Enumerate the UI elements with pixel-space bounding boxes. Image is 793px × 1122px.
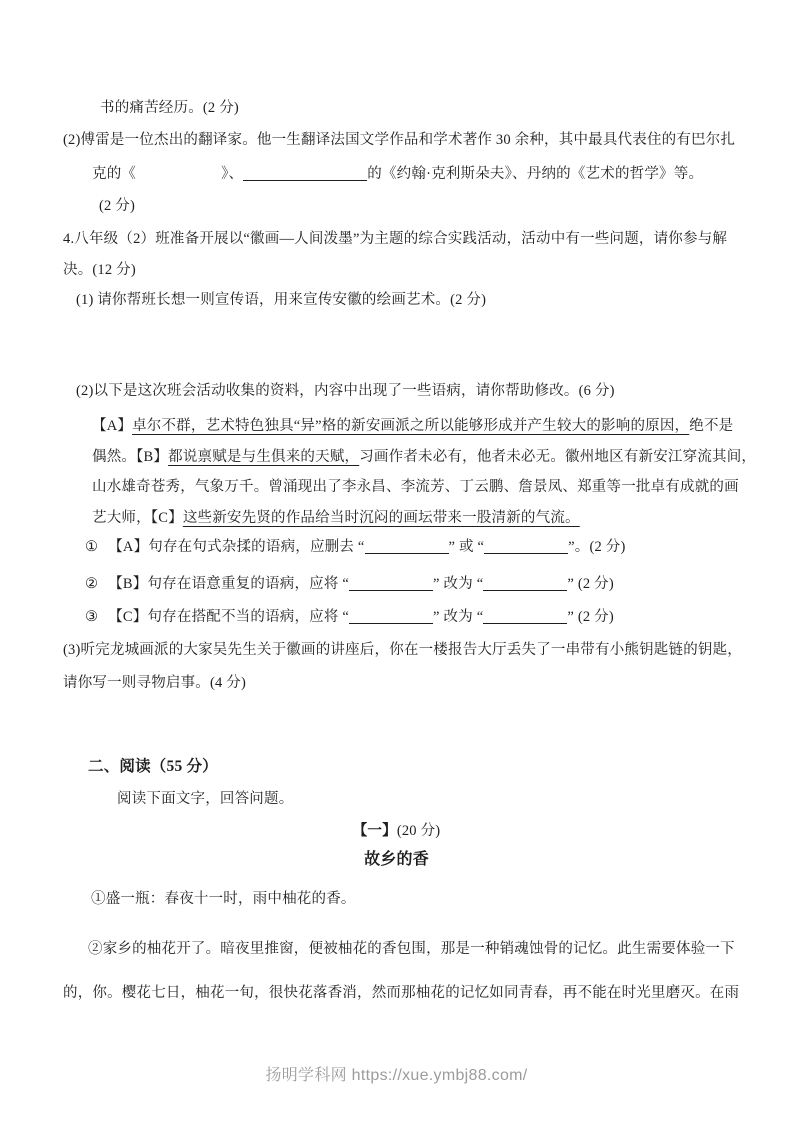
answer-blank <box>349 577 433 591</box>
text-run: ”。(2 分) <box>568 539 626 555</box>
text-run: 习画作者未必有，他者未必无。徽州地区有新安江穿流其间， <box>359 449 757 465</box>
text-run: ” 改为 “ <box>433 609 484 625</box>
text-run: ” 或 “ <box>448 539 485 555</box>
essay-paragraph-1: ①盛一瓶：春夜十一时，雨中柚花的香。 <box>91 891 356 907</box>
item-number: ② <box>85 576 99 592</box>
q4-sub3-line2: 请你写一则寻物启事。(4 分) <box>63 675 247 691</box>
fix-item-3 <box>85 607 614 627</box>
site-watermark: 扬明学科网 https://xue.ymbj88.com/ <box>265 1067 528 1084</box>
text-run: 偶然。【B】 <box>92 449 169 465</box>
q3-2-line1: (2)傅雷是一位杰出的翻译家。他一生翻译法国文学作品和学术著作 30 余种，其中最具代表住的有巴尔扎 <box>63 132 736 148</box>
q3-tail-line: 书的痛苦经历。(2 分) <box>100 100 239 116</box>
answer-blank <box>243 167 367 181</box>
q4-line1: 4.八年级（2）班准备开展以“徽画—人间泼墨”为主题的综合实践活动，活动中有一些问题，请你参与解 <box>63 231 728 247</box>
section-heading: 二、阅读（55 分） <box>88 758 218 775</box>
text-run: 克的《 <box>92 166 137 182</box>
item-number: ③ <box>85 609 99 625</box>
tag-a: 【A】 <box>92 418 133 434</box>
passage-line3: 山水雄奇苍秀，气象万千。曾涌现出了李永昌、李流芳、丁云鹏、詹景凤、郑重等一批卓有成就的画 <box>92 479 739 495</box>
text-run: ” 改为 “ <box>433 576 484 592</box>
underlined-sentence-c: 这些新安先贤的作品给当时沉闷的画坛带来一股清新的气流。 <box>182 510 580 526</box>
q3-2-line2 <box>92 164 703 184</box>
passage-line1 <box>92 416 733 436</box>
text-run: 绝不是 <box>689 418 734 434</box>
text-run: 【C】句存在搭配不当的语病，应将 “ <box>108 609 350 625</box>
q3-2-score: (2 分) <box>99 198 136 214</box>
text-run: 》、 <box>221 166 244 182</box>
text-run: 的《约翰·克利斯朵夫》、丹纳的《艺术的哲学》等。 <box>367 166 704 182</box>
answer-blank <box>365 540 449 554</box>
fix-item-2 <box>85 574 614 594</box>
underlined-sentence-a: 卓尔不群，艺术特色独具“异”格的新安画派之所以能够形成并产生较大的影响的原因， <box>132 418 690 434</box>
text-run: 【A】句存在句式杂揉的语病，应删去 “ <box>108 539 365 555</box>
text-run: 艺大师，【C】 <box>92 510 183 526</box>
essay-paragraph-2-line2: 的，你。樱花七日，柚花一旬，很快花落香消，然而那柚花的记忆如同青春，再不能在时光里磨灭。在雨 <box>63 985 740 1001</box>
q4-line2: 决。(12 分) <box>63 262 136 278</box>
part-tag: 【一】 <box>352 823 397 839</box>
passage-line4 <box>92 508 580 528</box>
q4-sub3-line1: (3)听完龙城画派的大家吴先生关于徽画的讲座后，你在一楼报告大厅丢失了一串带有小熊钥匙链的钥匙， <box>63 642 743 658</box>
part-score: (20 分) <box>396 823 441 839</box>
underlined-sentence-b: 都说禀赋是与生俱来的天赋， <box>168 449 360 465</box>
item-number: ① <box>85 539 99 555</box>
answer-blank <box>349 610 433 624</box>
fix-item-1 <box>85 537 626 557</box>
reading-intro: 阅读下面文字，回答问题。 <box>117 791 294 807</box>
text-run: ” (2 分) <box>567 609 614 625</box>
answer-blank <box>483 577 567 591</box>
reading-part-label <box>0 821 793 841</box>
q4-sub2: (2)以下是这次班会活动收集的资料，内容中出现了一些语病，请你帮助修改。(6 分) <box>76 383 615 399</box>
essay-paragraph-2-line1: ②家乡的柚花开了。暗夜里推窗，便被柚花的香包围，那是一种销魂蚀骨的记忆。此生需要体验一下 <box>88 941 735 957</box>
answer-blank <box>484 540 568 554</box>
q4-sub1: (1) 请你帮班长想一则宣传语，用来宣传安徽的绘画艺术。(2 分) <box>76 292 487 308</box>
essay-title: 故乡的香 <box>364 851 429 868</box>
text-run: ” (2 分) <box>567 576 614 592</box>
text-run: 【B】句存在语意重复的语病，应将 “ <box>108 576 350 592</box>
passage-line2 <box>92 447 756 467</box>
answer-blank <box>483 610 567 624</box>
